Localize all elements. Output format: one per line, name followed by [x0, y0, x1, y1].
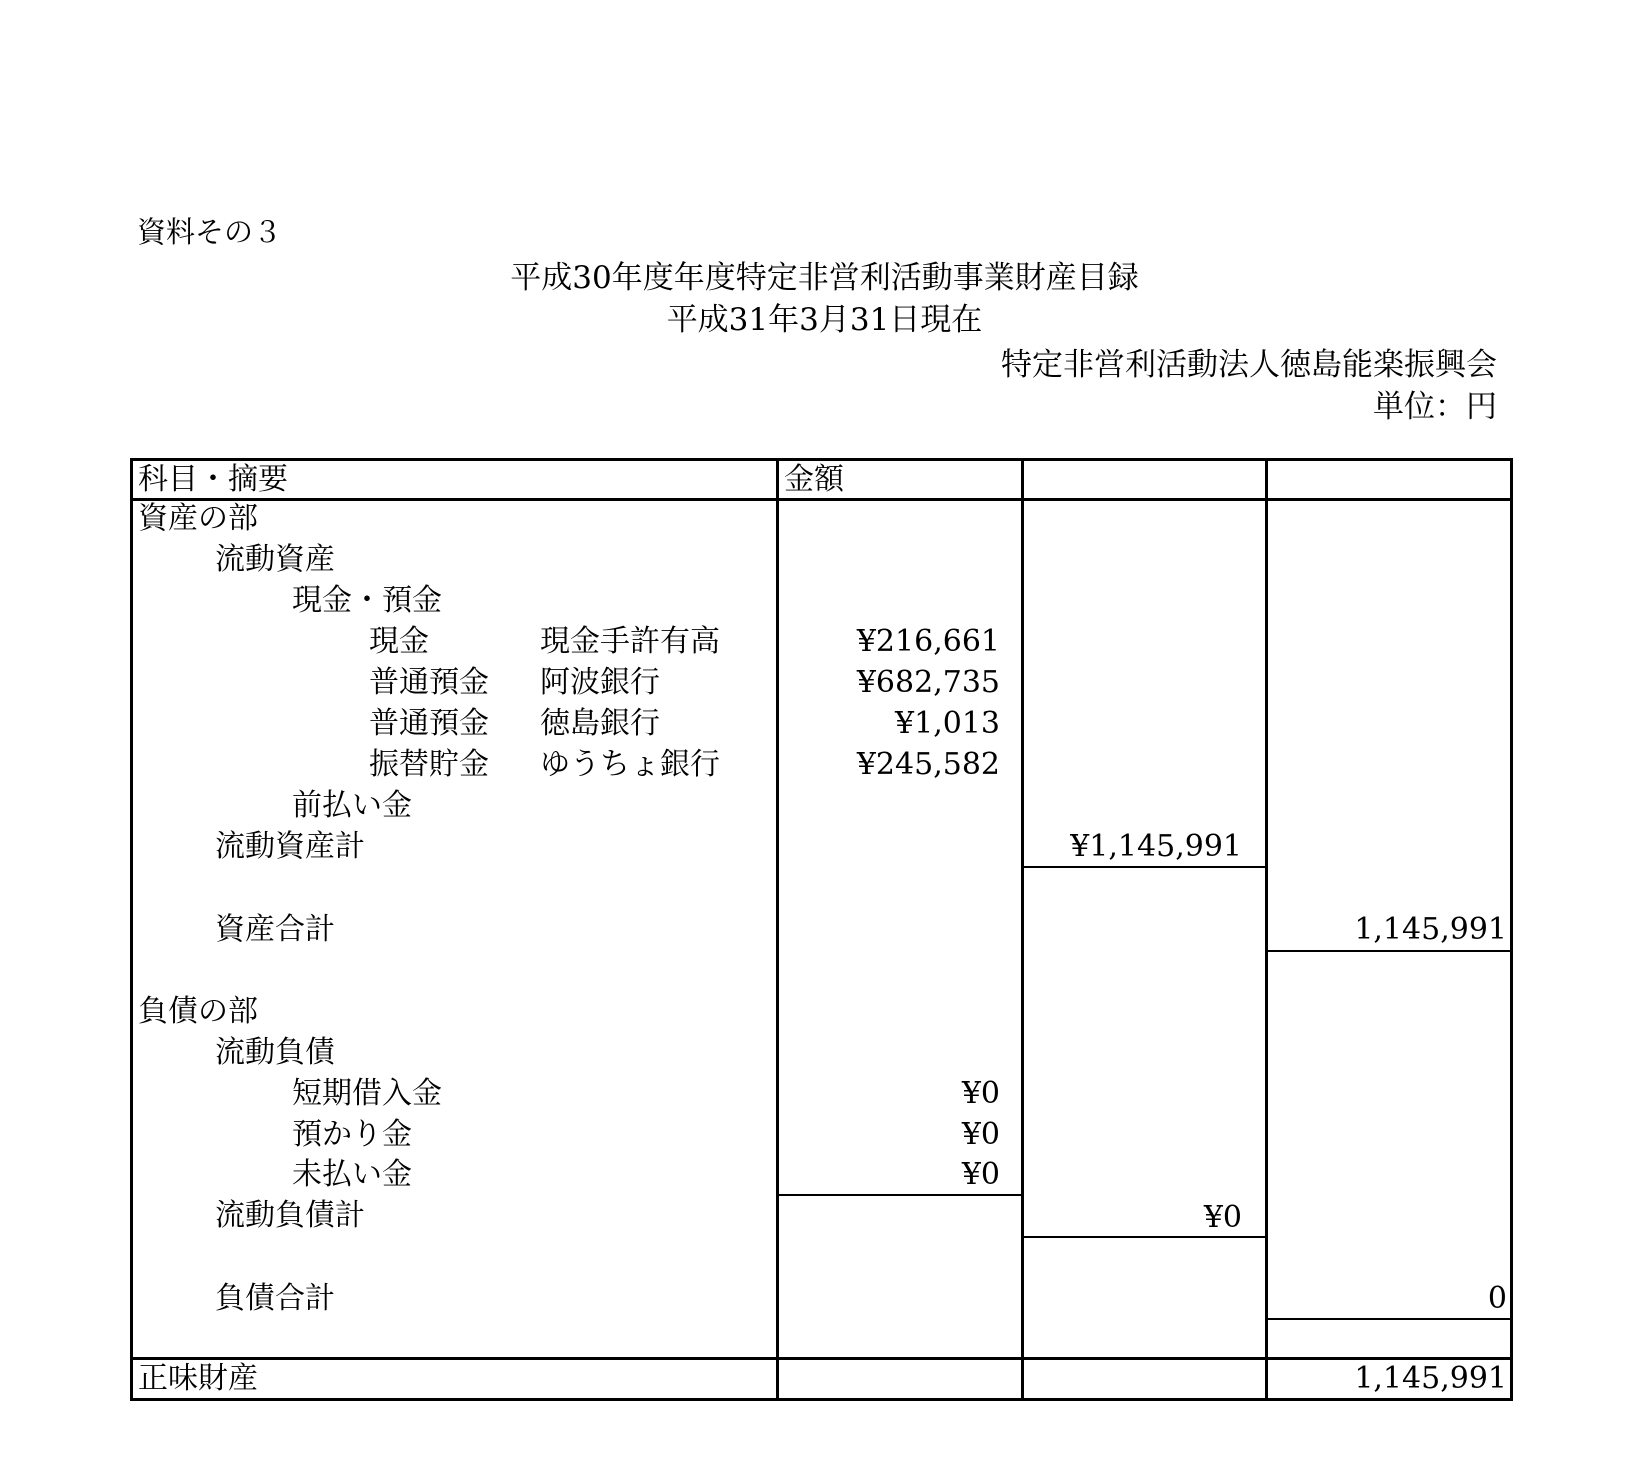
table-border-left — [130, 458, 133, 1401]
current-liabilities-total-label: 流動負債計 — [215, 1198, 365, 1233]
assets-total-label: 資産合計 — [215, 912, 335, 947]
document-title: 平成30年度年度特定非営利活動事業財産目録 — [510, 260, 1139, 296]
current-assets-total-line — [1021, 866, 1268, 868]
asset-item: 現金 — [369, 624, 429, 659]
liabilities-total-label: 負債合計 — [215, 1281, 335, 1316]
liability-item: 未払い金 — [292, 1157, 412, 1192]
net-assets-label: 正味財産 — [138, 1361, 258, 1396]
liabilities-amount-line — [776, 1194, 1023, 1196]
asset-amount: ¥245,582 — [856, 747, 1000, 782]
current-liabilities-label: 流動負債 — [215, 1035, 335, 1070]
cash-deposits-label: 現金・預金 — [292, 583, 442, 618]
net-assets-total: 1,145,991 — [1354, 1361, 1507, 1396]
asset-detail: 徳島銀行 — [540, 706, 660, 741]
asset-item: 普通預金 — [369, 665, 489, 700]
prepaid-label: 前払い金 — [292, 788, 412, 823]
table-border-right — [1510, 458, 1513, 1401]
current-liabilities-total: ¥0 — [1203, 1200, 1242, 1235]
organization-name: 特定非営利活動法人徳島能楽振興会 — [1001, 347, 1497, 383]
current-assets-total-label: 流動資産計 — [215, 829, 365, 864]
liability-amount: ¥0 — [961, 1117, 1000, 1152]
current-assets-total: ¥1,145,991 — [1070, 829, 1242, 864]
asset-detail: 阿波銀行 — [540, 665, 660, 700]
col-header-amount: 金額 — [784, 462, 844, 497]
asset-detail: 現金手許有高 — [540, 624, 720, 659]
liability-item: 短期借入金 — [292, 1076, 442, 1111]
liabilities-section-label: 負債の部 — [138, 994, 258, 1029]
col-divider-1 — [776, 458, 779, 1401]
col-divider-3 — [1265, 458, 1268, 1401]
asset-detail: ゆうちょ銀行 — [540, 747, 720, 782]
liabilities-total-line — [1265, 1318, 1513, 1320]
col-header-subject: 科目・摘要 — [138, 462, 288, 497]
asset-amount: ¥216,661 — [856, 624, 1000, 659]
assets-section-label: 資産の部 — [138, 501, 258, 536]
unit-label: 単位：円 — [1373, 389, 1497, 425]
current-assets-label: 流動資産 — [215, 542, 335, 577]
document-label: 資料その３ — [137, 215, 283, 249]
liability-amount: ¥0 — [961, 1157, 1000, 1192]
table-border-bottom — [130, 1398, 1513, 1401]
asset-item: 普通預金 — [369, 706, 489, 741]
asset-amount: ¥1,013 — [895, 706, 1000, 741]
net-assets-divider — [130, 1357, 1513, 1360]
assets-total: 1,145,991 — [1354, 912, 1507, 947]
asset-item: 振替貯金 — [369, 747, 489, 782]
asset-amount: ¥682,735 — [856, 665, 1000, 700]
liability-amount: ¥0 — [961, 1076, 1000, 1111]
liability-item: 預かり金 — [292, 1117, 412, 1152]
assets-total-line — [1265, 950, 1513, 952]
as-of-date: 平成31年3月31日現在 — [666, 302, 983, 338]
col-divider-2 — [1021, 458, 1024, 1401]
liabilities-total: 0 — [1487, 1281, 1507, 1316]
